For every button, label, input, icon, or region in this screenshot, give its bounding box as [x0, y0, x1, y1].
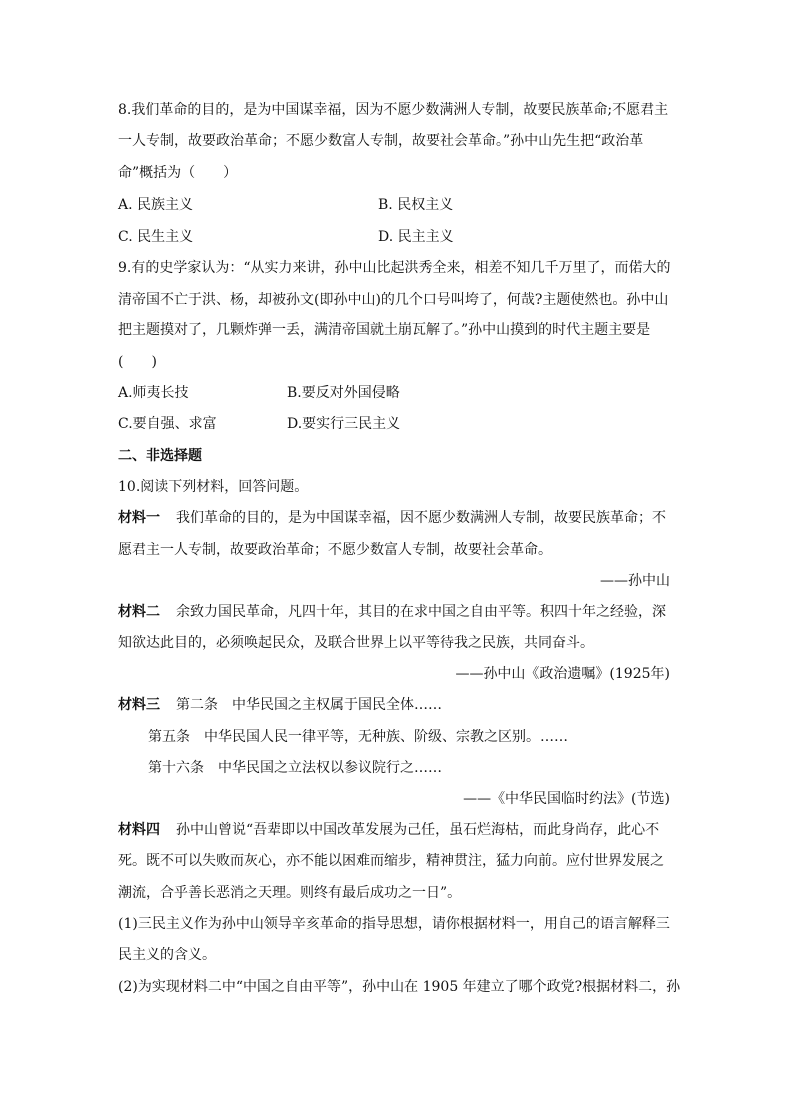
material-2-label: 材料二 — [118, 604, 160, 620]
material-4-label: 材料四 — [118, 822, 160, 838]
material-3-line-2: 第五条 中华民国人民一律平等，无种族、阶级、宗教之区别。…… — [148, 729, 568, 745]
subquestion-2-line-1: (2)为实现材料二中“中国之自由平等”，孙中山在 1905 年建立了哪个政党?根据材料二，孙 — [118, 979, 681, 995]
q9-option-a: A.师夷长技 — [118, 385, 189, 401]
material-3-line-3: 第十六条 中华民国之立法权以参议院行之…… — [148, 760, 442, 776]
q8-line-3: 命”概括为（ ） — [118, 165, 238, 181]
q8-option-d: D. 民主主义 — [378, 229, 454, 245]
material-3-line-1 — [118, 695, 442, 715]
material-4-line-1 — [118, 820, 659, 840]
material-1-line-1 — [118, 508, 666, 528]
material-3-label: 材料三 — [118, 697, 160, 713]
material-1-line-2: 愿君主一人专制，故要政治革命；不愿少数富人专制，故要社会革命。 — [118, 542, 552, 558]
material-2-line-1 — [118, 602, 666, 622]
q10-intro: 10.阅读下列材料，回答问题。 — [118, 479, 309, 495]
q9-option-c: C.要自强、求富 — [118, 416, 217, 432]
material-3-source: ——《中华民国临时约法》(节选) — [463, 791, 670, 807]
q8-option-a: A. 民族主义 — [118, 197, 194, 213]
subquestion-1-line-2: 民主义的含义。 — [118, 947, 216, 963]
q9-line-3: 把主题摸对了，几颗炸弹一丢，满清帝国就土崩瓦解了。”孙中山摸到的时代主题主要是 — [118, 322, 651, 338]
q9-line-1: 9.有的史学家认为：“从实力来讲，孙中山比起洪秀全来，相差不知几千万里了，而偌大的 — [118, 260, 671, 276]
q8-line-2: 一人专制，故要政治革命；不愿少数富人专制，故要社会革命。”孙中山先生把“政治革 — [118, 133, 644, 149]
material-1-text-1: 我们革命的目的，是为中国谋幸福，因不愿少数满洲人专制，故要民族革命；不 — [176, 510, 666, 526]
q9-option-d: D.要实行三民主义 — [287, 416, 401, 432]
material-2-line-2: 知欲达此目的，必须唤起民众，及联合世界上以平等待我之民族，共同奋斗。 — [118, 635, 594, 651]
q8-option-c: C. 民生主义 — [118, 229, 194, 245]
material-4-line-3: 潮流，合乎善长恶消之天理。则终有最后成功之一日”。 — [118, 885, 462, 901]
section-heading: 二、非选择题 — [118, 448, 202, 464]
material-2-text-1: 余致力国民革命，凡四十年，其目的在求中国之自由平等。积四十年之经验，深 — [176, 604, 666, 620]
q8-option-b: B. 民权主义 — [378, 197, 454, 213]
material-4-line-2: 死。既不可以失败而灰心，亦不能以困难而缩步，精神贯注，猛力向前。应付世界发展之 — [118, 853, 664, 869]
material-4-text-1: 孙中山曾说“吾辈即以中国改革发展为己任，虽石烂海枯，而此身尚存，此心不 — [176, 822, 660, 838]
subquestion-1-line-1: (1)三民主义作为孙中山领导辛亥革命的指导思想，请你根据材料一，用自己的语言解释三 — [118, 916, 670, 932]
material-1-label: 材料一 — [118, 510, 160, 526]
material-3-text-1: 第二条 中华民国之主权属于国民全体…… — [176, 697, 442, 713]
q9-option-b: B.要反对外国侵略 — [287, 385, 400, 401]
material-2-source: ——孙中山《政治遗嘱》(1925年) — [455, 666, 670, 682]
material-1-source: ——孙中山 — [600, 573, 670, 589]
q9-line-4: ( ) — [118, 354, 157, 370]
q8-line-1: 8.我们革命的目的，是为中国谋幸福，因为不愿少数满洲人专制，故要民族革命;不愿君主 — [118, 102, 669, 118]
q9-line-2: 清帝国不亡于洪、杨，却被孙文(即孙中山)的几个口号叫垮了，何哉?主题使然也。孙中山 — [118, 292, 669, 308]
